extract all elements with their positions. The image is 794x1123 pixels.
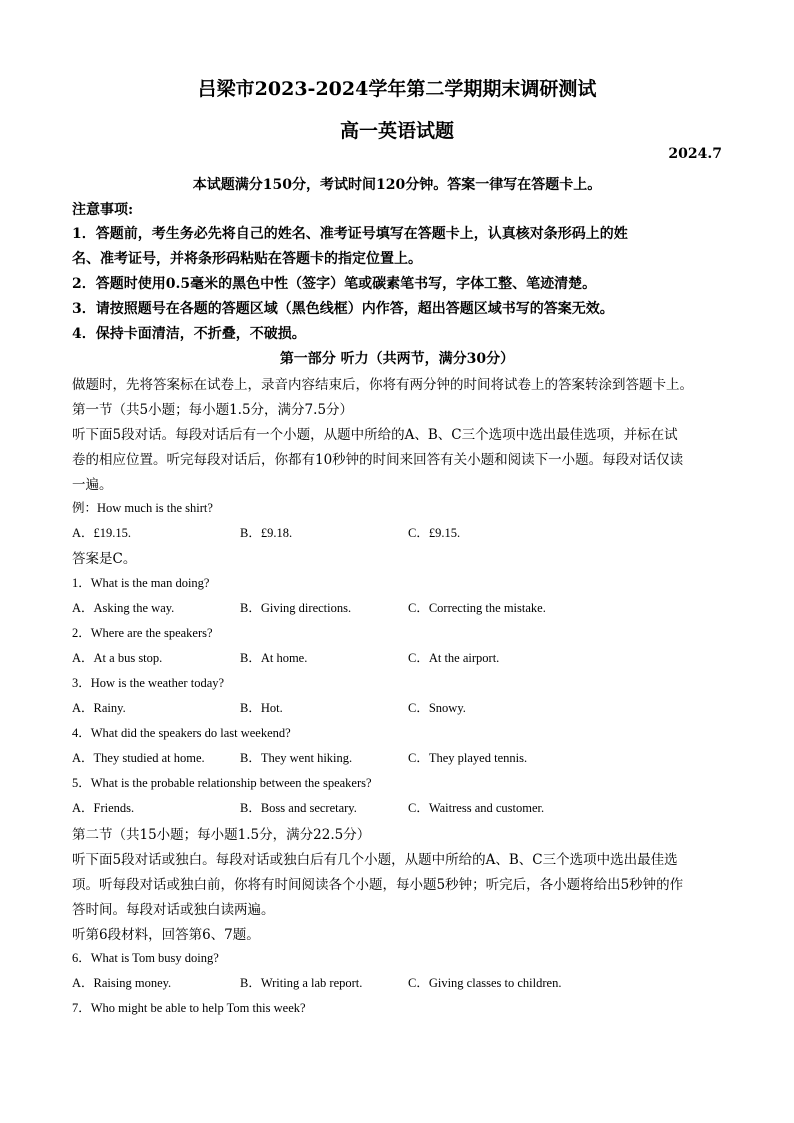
q4-option-a: A．They studied at home. [72, 751, 205, 765]
exam-subtitle: 高一英语试题 [339, 120, 454, 142]
q2-option-b: B．At home. [240, 651, 308, 665]
q1-option-b: B．Giving directions. [240, 601, 352, 615]
part1-heading: 第一部分 听力（共两节，满分30分） [279, 351, 515, 367]
section1-heading: 第一节（共5小题；每小题1.5分，满分7.5分） [72, 402, 354, 418]
q1-option-c: C．Correcting the mistake. [408, 601, 546, 615]
question-7: 7．Who might be able to help Tom this week? [72, 1001, 306, 1015]
question-6: 6．What is Tom busy doing? [72, 951, 219, 965]
question-5: 5．What is the probable relationship between the speakers? [72, 776, 372, 790]
notes-heading: 注意事项: [72, 202, 134, 218]
question-1: 1．What is the man doing? [72, 576, 210, 590]
part1-instruction: 做题时，先将答案标在试卷上，录音内容结束后，你将有两分钟的时间将试卷上的答案转涂到答题卡上。 [72, 377, 693, 393]
question-3: 3．How is the weather today? [72, 676, 225, 690]
intro-text: 本试题满分150分，考试时间120分钟。答案一律写在答题卡上。 [192, 177, 602, 193]
q6-option-a: A．Raising money. [72, 976, 172, 990]
q2-option-a: A．At a bus stop. [72, 651, 163, 665]
section1-instruction: 一遍。 [72, 477, 113, 493]
q5-option-b: B．Boss and secretary. [240, 801, 357, 815]
q1-option-a: A．Asking the way. [72, 601, 175, 615]
q5-option-c: C．Waitress and customer. [408, 801, 545, 815]
example-question: 例：How much is the shirt? [72, 501, 213, 515]
q3-option-b: B．Hot. [240, 701, 283, 715]
example-answer: 答案是C。 [72, 551, 137, 567]
q6-option-c: C．Giving classes to children. [408, 976, 562, 990]
example-option-c: C．£9.15. [408, 526, 461, 540]
note-item: 2．答题时使用0.5毫米的黑色中性（签字）笔或碳素笔书写，字体工整、笔迹清楚。 [72, 276, 597, 292]
section2-instruction: 答时间。每段对话或独白读两遍。 [72, 902, 275, 918]
q6-option-b: B．Writing a lab report. [240, 976, 363, 990]
q5-option-a: A．Friends. [72, 801, 135, 815]
note-item: 4．保持卡面清洁，不折叠，不破损。 [72, 326, 306, 342]
question-4: 4．What did the speakers do last weekend? [72, 726, 291, 740]
section2-material: 听第6段材料，回答第6、7题。 [72, 927, 260, 943]
section1-instruction: 听下面5段对话。每段对话后有一个小题，从题中所给的A、B、C三个选项中选出最佳选项，并标在试 [72, 427, 678, 443]
section2-instruction: 项。听每段对话或独白前，你将有时间阅读各个小题，每小题5秒钟；听完后，各小题将给出5秒钟的作 [72, 877, 684, 893]
q3-option-c: C．Snowy. [408, 701, 466, 715]
note-item: 1．答题前，考生务必先将自己的姓名、准考证号填写在答题卡上，认真核对条形码上的姓 [72, 226, 628, 242]
q3-option-a: A．Rainy. [72, 701, 126, 715]
question-2: 2．Where are the speakers? [72, 626, 213, 640]
note-item: 3．请按照题号在各题的答题区域（黑色线框）内作答，超出答题区域书写的答案无效。 [72, 301, 614, 317]
section2-instruction: 听下面5段对话或独白。每段对话或独白后有几个小题，从题中所给的A、B、C三个选项中选出最佳选 [72, 852, 678, 868]
section1-instruction: 卷的相应位置。听完每段对话后，你都有10秒钟的时间来回答有关小题和阅读下一小题。每段对话仅读 [72, 452, 684, 468]
q4-option-b: B．They went hiking. [240, 751, 353, 765]
section2-heading: 第二节（共15小题；每小题1.5分，满分22.5分） [72, 827, 371, 843]
exam-title: 吕梁市2023-2024学年第二学期期末调研测试 [197, 78, 597, 100]
q2-option-c: C．At the airport. [408, 651, 500, 665]
exam-date: 2024.7 [668, 146, 722, 162]
example-option-a: A．£19.15. [72, 526, 132, 540]
q4-option-c: C．They played tennis. [408, 751, 528, 765]
example-option-b: B．£9.18. [240, 526, 293, 540]
note-item: 名、准考证号，并将条形码粘贴在答题卡的指定位置上。 [72, 251, 422, 267]
